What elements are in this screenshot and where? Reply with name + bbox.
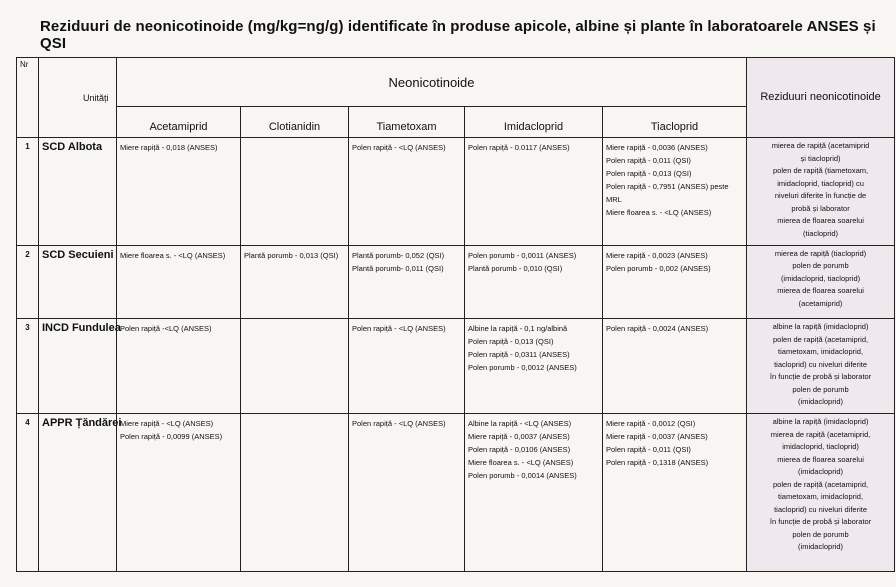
residue-line: imidacloprid, tiacloprid) cu <box>777 178 864 188</box>
table-row <box>17 414 895 572</box>
cell-clotianidin <box>241 414 349 572</box>
residue-line: probă și laborator <box>791 203 850 213</box>
result-line: Miere rapiță - 0,0037 (ANSES) <box>606 432 708 442</box>
residue-line: polen de rapiță (tiametoxam, <box>773 166 869 175</box>
residue-line: albine la rapiță (imidacloprid) <box>772 417 869 427</box>
cell-tiametoxam <box>349 319 465 414</box>
table-row <box>17 319 895 414</box>
residue-line: mierea de rapiță (acetamiprid, <box>770 429 871 439</box>
residue-line: mierea de floarea soarelui <box>777 216 864 225</box>
cell-acetamiprid <box>117 319 241 414</box>
cell-acetamiprid <box>117 138 241 246</box>
cell-reziduuri <box>747 245 895 319</box>
result-line: Polen rapiță - 0,0099 (ANSES) <box>120 432 223 442</box>
result-line: Polen porumb - 0,0012 (ANSES) <box>468 363 577 373</box>
residue-line: polen de porumb <box>792 529 849 539</box>
residue-line: polen de porumb <box>792 261 849 271</box>
residue-line: imidacloprid, tiacloprid) <box>782 442 859 452</box>
result-line: Miere rapiță - 0,0023 (ANSES) <box>606 250 708 260</box>
cell-imidacloprid <box>465 414 603 572</box>
header-clotianidin: Clotianidin <box>241 107 349 138</box>
residue-line: tiametoxam, imidacloprid, <box>778 347 864 357</box>
cell-acetamiprid <box>117 414 241 572</box>
result-line: Plantă porumb- 0,011 (QSI) <box>352 263 444 273</box>
table-body <box>17 138 895 572</box>
residue-line: tiacloprid) cu niveluri diferite <box>774 504 868 514</box>
result-line: Polen rapiță - 0,0311 (ANSES) <box>468 350 570 360</box>
residue-line: niveluri diferite în funcție de <box>774 191 867 200</box>
cell-reziduuri <box>747 138 895 246</box>
result-line: Polen porumb - 0,002 (ANSES) <box>606 263 711 273</box>
residue-line: în funcție de probă și laborator <box>769 372 872 382</box>
row-number: 1 <box>17 138 39 246</box>
residue-line: tiametoxam, imidacloprid, <box>778 492 864 502</box>
header-nr: Nr <box>17 58 39 138</box>
result-line: Polen rapiță - <LQ (ANSES) <box>352 419 446 429</box>
cell-tiametoxam <box>349 414 465 572</box>
row-number: 2 <box>17 245 39 319</box>
header-acetamiprid: Acetamiprid <box>117 107 241 138</box>
result-line: Albine la rapiță - <LQ (ANSES) <box>468 419 572 429</box>
result-line: Polen rapiță - 0,0024 (ANSES) <box>606 324 709 334</box>
cell-imidacloprid <box>465 245 603 319</box>
cell-tiametoxam <box>349 138 465 246</box>
result-line: Polen rapiță - 0,7951 (ANSES) peste <box>606 182 729 191</box>
row-number: 3 <box>17 319 39 414</box>
residue-line: mierea de floarea soarelui <box>777 286 864 296</box>
cell-reziduuri <box>747 319 895 414</box>
result-line: Miere rapiță - 0,018 (ANSES) <box>120 143 218 152</box>
result-line: Polen rapiță - <LQ (ANSES) <box>352 324 446 334</box>
result-line: Polen rapiță - 0,011 (QSI) <box>606 445 691 455</box>
cell-tiacloprid <box>603 319 747 414</box>
result-line: Miere floarea s. - <LQ (ANSES) <box>606 208 712 217</box>
cell-tiacloprid <box>603 414 747 572</box>
result-line: Polen rapiță - <LQ (ANSES) <box>352 143 446 152</box>
cell-clotianidin <box>241 138 349 246</box>
header-reziduuri: Reziduuri neonicotinoide <box>747 58 895 138</box>
residue-line: tiacloprid) cu niveluri diferite <box>774 359 868 369</box>
header-unitati: Unități <box>39 58 117 138</box>
table-row <box>17 138 895 246</box>
header-imidacloprid: Imidacloprid <box>465 107 603 138</box>
header-neonicotinoide: Neonicotinoide <box>117 58 747 107</box>
cell-tiacloprid <box>603 245 747 319</box>
residue-line: mierea de rapiță (acetamiprid <box>771 141 870 150</box>
residue-line: (imidacloprid) <box>798 467 844 477</box>
header-tiacloprid: Tiacloprid <box>603 107 747 138</box>
result-line: Albine la rapiță - 0,1 ng/albină <box>468 324 568 334</box>
result-line: Polen porumb - 0,0011 (ANSES) <box>468 250 577 260</box>
residue-line: (imidacloprid) <box>798 397 844 407</box>
result-line: Miere rapiță - 0,0036 (ANSES) <box>606 143 708 152</box>
residue-line: (tiacloprid) <box>803 228 839 238</box>
result-line: Miere rapiță - 0,0012 (QSI) <box>606 419 696 429</box>
residue-line: (imidacloprid) <box>798 542 844 552</box>
result-line: Miere floarea s. - <LQ (ANSES) <box>120 250 226 260</box>
cell-reziduuri <box>747 414 895 572</box>
result-line: Polen rapiță -<LQ (ANSES) <box>120 324 212 334</box>
result-line: Miere rapiță - <LQ (ANSES) <box>120 419 214 429</box>
residue-line: (acetamiprid) <box>798 298 843 308</box>
header-tiametoxam: Tiametoxam <box>349 107 465 138</box>
unit-name: SCD Albota <box>39 138 117 246</box>
result-line: Polen rapiță - 0,013 (QSI) <box>606 169 692 178</box>
cell-tiametoxam <box>349 245 465 319</box>
residue-line: și tiacloprid) <box>800 153 841 163</box>
residue-line: în funcție de probă și laborator <box>769 517 872 527</box>
result-line: MRL <box>606 195 622 204</box>
cell-acetamiprid <box>117 245 241 319</box>
cell-clotianidin <box>241 245 349 319</box>
result-line: Miere floarea s. - <LQ (ANSES) <box>468 458 574 468</box>
unit-name: INCD Fundulea <box>39 319 117 414</box>
result-line: Polen porumb - 0,0014 (ANSES) <box>468 471 577 481</box>
unit-name: APPR Țăndărei <box>39 414 117 572</box>
residue-line: albine la rapiță (imidacloprid) <box>772 322 869 332</box>
result-line: Polen rapiță - 0.0117 (ANSES) <box>468 143 570 152</box>
cell-imidacloprid <box>465 319 603 414</box>
result-line: Polen rapiță - 0,1318 (ANSES) <box>606 458 709 468</box>
cell-clotianidin <box>241 319 349 414</box>
cell-tiacloprid <box>603 138 747 246</box>
row-number: 4 <box>17 414 39 572</box>
residue-line: mierea de rapiță (tiacloprid) <box>774 248 867 258</box>
result-line: Plantă porumb - 0,010 (QSI) <box>468 263 563 273</box>
result-line: Plantă porumb - 0,013 (QSI) <box>244 250 339 260</box>
document-title: Reziduuri de neonicotinoide (mg/kg=ng/g) identificate în produse apicole, albine și plante în laboratoarele ANSES și QSI <box>40 18 876 52</box>
residue-line: (imidacloprid, tiacloprid) <box>780 273 861 283</box>
residue-line: polen de rapiță (acetamiprid, <box>773 479 869 489</box>
result-line: Polen rapiță - 0,0106 (ANSES) <box>468 445 571 455</box>
result-line: Plantă porumb- 0,052 (QSI) <box>352 250 445 260</box>
result-line: Polen rapiță - 0,013 (QSI) <box>468 337 554 347</box>
residue-line: mierea de floarea soarelui <box>777 454 864 464</box>
residues-table <box>16 57 895 572</box>
unit-name: SCD Secuieni <box>39 245 117 319</box>
table-row <box>17 245 895 319</box>
cell-imidacloprid <box>465 138 603 246</box>
result-line: Polen rapiță - 0,011 (QSI) <box>606 156 691 165</box>
result-line: Miere rapiță - 0,0037 (ANSES) <box>468 432 570 442</box>
residue-line: polen de porumb <box>792 384 849 394</box>
residue-line: polen de rapiță (acetamiprid, <box>773 334 869 344</box>
